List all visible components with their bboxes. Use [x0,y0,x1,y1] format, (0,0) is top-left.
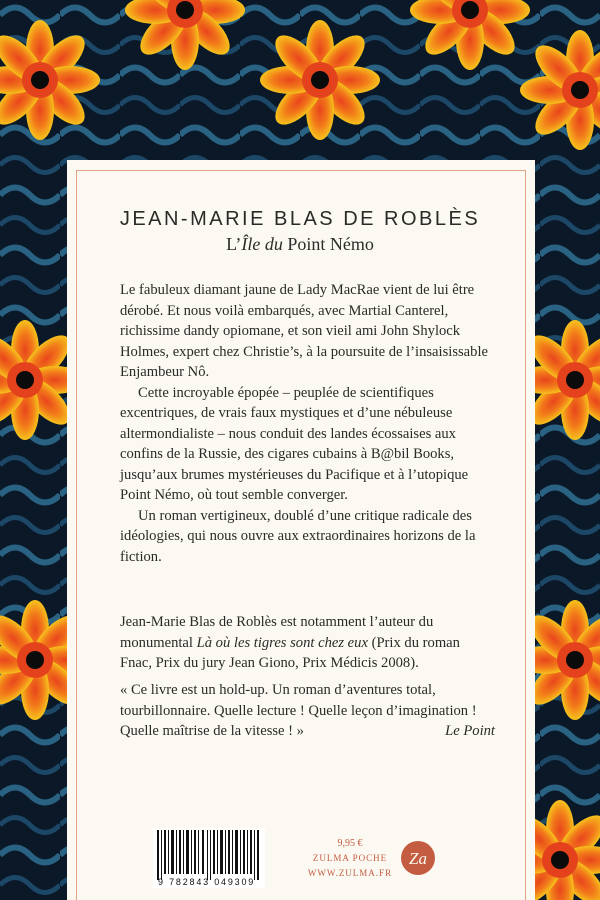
author-bio: Jean-Marie Blas de Roblès est notamment l’auteur du monumental Là où les tigres sont chez eux (Prix du roman Fnac, Prix du jury Jean Giono, Prix Médicis 2008). [120,614,460,671]
blurb-paragraph: Cette incroyable épopée – peuplée de scientifiques excentriques, de vrais faux mystiques et d’une nébuleuse altermondialiste – nous conduit des landes écossaises aux confins de la Russie, des cigares cubains à B@bil Books, jusqu’aux brumes mystérieuses du Pacifique et à l’utopique Point Némo, où tout semble converger. [120,384,469,503]
publisher-url: WWW.ZULMA.FR [307,868,393,878]
blurb-paragraph: Le fabuleux diamant jaune de Lady MacRae vient de lui être dérobé. Et nous voilà embarqués, avec Martial Canterel, richissime dandy opiomane, et son vieil ami John Shylock Holmes, expert chez Christie’s, à la poursuite de l’insaisissable Enjambeur Nô. [120,282,488,380]
price: 9,95 € [337,838,363,849]
isbn-number: 9 782843 049309 [158,877,256,887]
publisher-imprint: ZULMA POCHE [312,853,388,863]
quote-text: « Ce livre est un hold-up. Un roman d’aventures total, tourbillonnaire. Quelle lecture ! Quelle leçon d’imagination ! Quelle maîtrise de la vitesse ! » [120,682,477,739]
zulma-logo-icon [400,840,436,876]
blurb [120,280,490,567]
blurb-paragraph: Un roman vertigineux, doublé d’une critique radicale des idéologies, qui nous ouvre aux extraordinaires horizons de la fiction. [120,507,476,565]
author-name: JEAN-MARIE BLAS DE ROBLÈS [119,208,481,230]
book-title: L’Île du Point Némo [226,234,374,254]
quote-source: Le Point [445,723,495,739]
book-reference: Là où les tigres sont chez eux [196,634,368,651]
press-quote [120,680,495,742]
logo-lettering: Za [409,849,427,868]
